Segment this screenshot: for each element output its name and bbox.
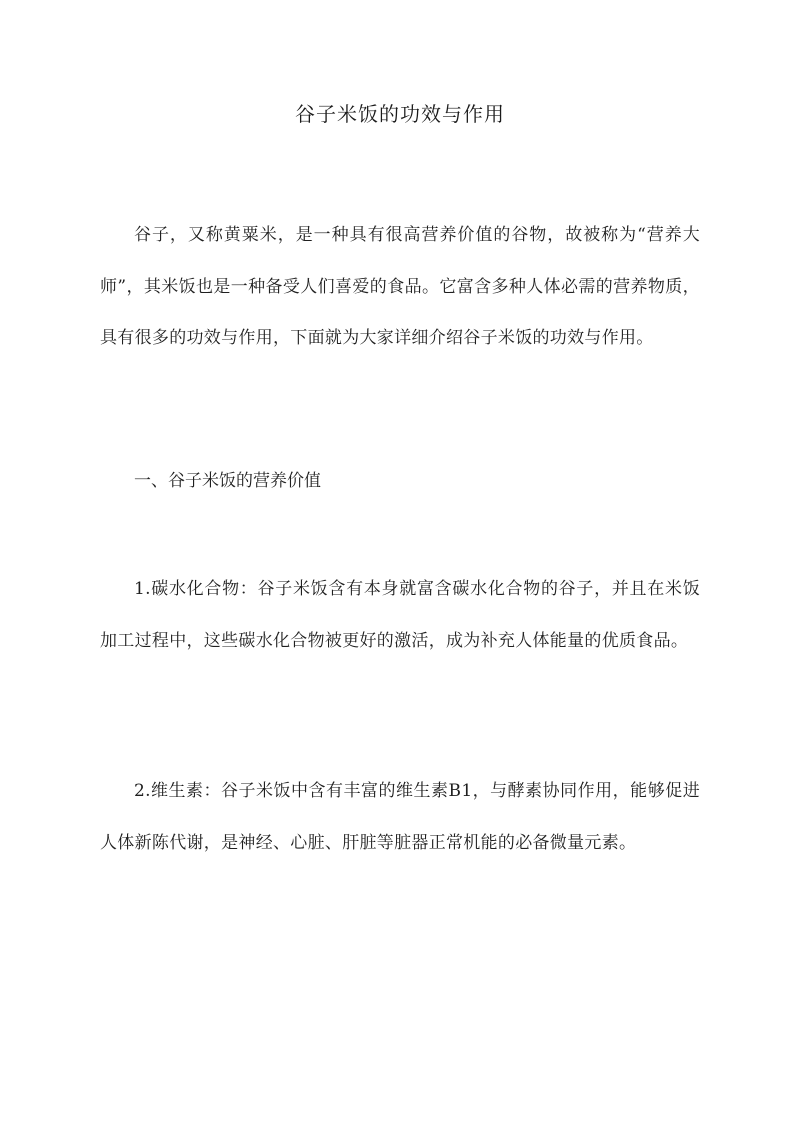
page-title: 谷子米饭的功效与作用 [295, 102, 505, 126]
paragraph-carbohydrates: 1.碳水化合物：谷子米饭含有本身就富含碳水化合物的谷子，并且在米饭加工过程中，这些碳水化合物被更好的激活，成为补充人体能量的优质食品。 [100, 579, 700, 651]
paragraph-vitamins: 2.维生素：谷子米饭中含有丰富的维生素B1，与酵素协同作用，能够促进人体新陈代谢，是神经、心脏、肝脏等脏器正常机能的必备微量元素。 [100, 781, 700, 853]
intro-paragraph: 谷子，又称黄粟米，是一种具有很高营养价值的谷物，故被称为“营养大师”，其米饭也是一种备受人们喜爱的食品。它富含多种人体必需的营养物质，具有很多的功效与作用，下面就为大家详细介绍谷子米饭的功效与作用。 [100, 225, 700, 348]
section-heading-nutrition: 一、谷子米饭的营养价值 [134, 471, 321, 491]
